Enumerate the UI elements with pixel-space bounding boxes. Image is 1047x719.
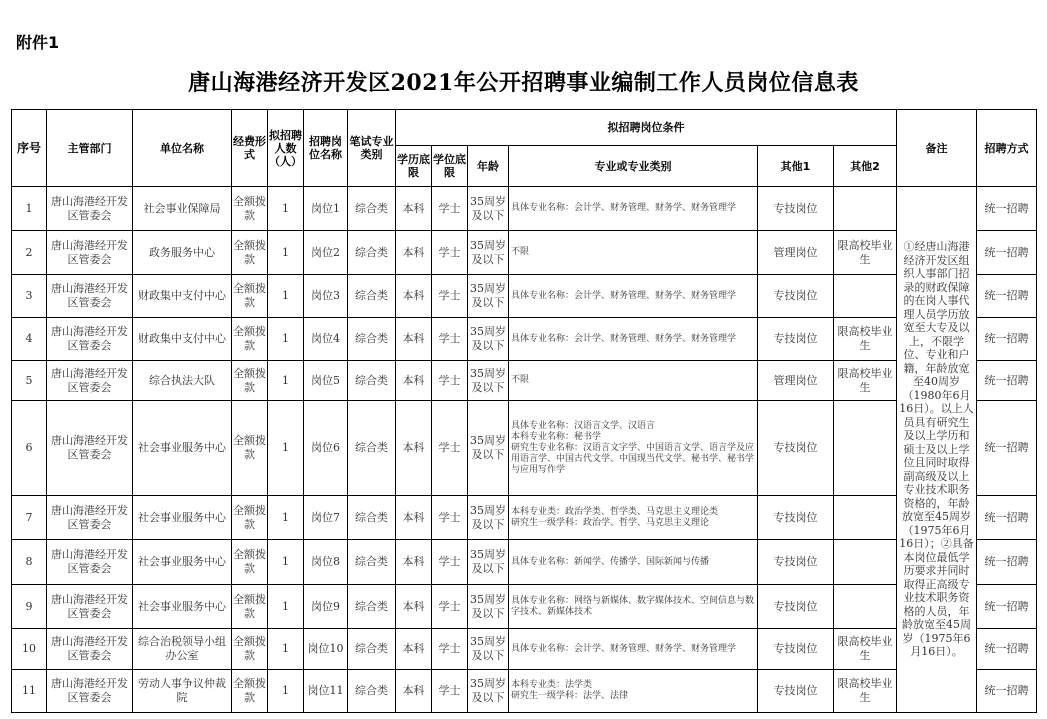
cell-count: 1 — [268, 401, 304, 496]
cell-unit: 劳动人事争议仲裁院 — [133, 670, 232, 713]
cell-post: 岗位1 — [304, 187, 348, 231]
cell-funding: 全额拨款 — [232, 496, 268, 540]
cell-unit: 综合治税领导小组办公室 — [133, 629, 232, 670]
major-line: 本科专业类：法学类 — [511, 680, 593, 690]
table-row — [12, 187, 1037, 231]
cell-exam: 综合类 — [348, 540, 396, 585]
cell-index: 6 — [12, 401, 47, 496]
cell-other1: 管理岗位 — [758, 361, 834, 401]
table-row — [12, 496, 1037, 540]
cell-other1: 专技岗位 — [758, 670, 834, 713]
table-row — [12, 361, 1037, 401]
cell-count: 1 — [268, 187, 304, 231]
cell-index: 9 — [12, 585, 47, 629]
cell-other2 — [834, 540, 897, 585]
cell-method: 统一招聘 — [977, 361, 1037, 401]
cell-edu: 本科 — [396, 361, 432, 401]
cell-funding: 全额拨款 — [232, 231, 268, 275]
header-count: 拟招聘人数（人） — [268, 110, 304, 187]
cell-dept: 唐山海港经开发区管委会 — [47, 401, 133, 496]
cell-major — [509, 187, 758, 231]
cell-index: 10 — [12, 629, 47, 670]
cell-method: 统一招聘 — [977, 670, 1037, 713]
cell-exam: 综合类 — [348, 187, 396, 231]
table-row — [12, 670, 1037, 713]
cell-post: 岗位6 — [304, 401, 348, 496]
cell-edu: 本科 — [396, 496, 432, 540]
cell-funding: 全额拨款 — [232, 361, 268, 401]
cell-dept: 唐山海港经开发区管委会 — [47, 670, 133, 713]
cell-exam: 综合类 — [348, 318, 396, 361]
cell-count: 1 — [268, 629, 304, 670]
cell-dept: 唐山海港经开发区管委会 — [47, 496, 133, 540]
cell-degree: 学士 — [432, 275, 468, 318]
header-index: 序号 — [12, 110, 47, 187]
cell-index: 5 — [12, 361, 47, 401]
cell-dept: 唐山海港经开发区管委会 — [47, 585, 133, 629]
cell-other2 — [834, 187, 897, 231]
table-row — [12, 231, 1037, 275]
cell-exam: 综合类 — [348, 401, 396, 496]
cell-index: 7 — [12, 496, 47, 540]
cell-other1: 专技岗位 — [758, 540, 834, 585]
major-line: 本科专业类：政治学类、哲学类、马克思主义理论类 — [511, 506, 719, 517]
cell-dept: 唐山海港经开发区管委会 — [47, 275, 133, 318]
cell-dept: 唐山海港经开发区管委会 — [47, 318, 133, 361]
cell-count: 1 — [268, 496, 304, 540]
cell-unit: 社会事业保障局 — [133, 187, 232, 231]
header-other2: 其他2 — [834, 146, 897, 187]
cell-edu: 本科 — [396, 187, 432, 231]
major-line: 具体专业名称：会计学、财务管理、财务学、财务管理学 — [511, 333, 737, 344]
cell-funding: 全额拨款 — [232, 670, 268, 713]
cell-unit: 综合执法大队 — [133, 361, 232, 401]
cell-method: 统一招聘 — [977, 540, 1037, 585]
cell-dept: 唐山海港经开发区管委会 — [47, 361, 133, 401]
major-line: 研究生专业名称：汉语言文字学、中国语言文学、语言学及应用语言学、中国古代文学、中国现当代文学、秘书学、秘书学与应用写作学 — [511, 442, 755, 475]
cell-post: 岗位4 — [304, 318, 348, 361]
cell-index: 2 — [12, 231, 47, 275]
cell-method: 统一招聘 — [977, 275, 1037, 318]
header-age: 年龄 — [468, 146, 509, 187]
cell-index: 1 — [12, 187, 47, 231]
cell-method: 统一招聘 — [977, 629, 1037, 670]
header-other1: 其他1 — [758, 146, 834, 187]
cell-exam: 综合类 — [348, 629, 396, 670]
cell-age: 35周岁及以下 — [468, 496, 509, 540]
cell-exam: 综合类 — [348, 496, 396, 540]
header-unit: 单位名称 — [133, 110, 232, 187]
major-line: 具体专业名称：汉语言文学、汉语言 — [511, 420, 656, 431]
header-remark: 备注 — [897, 110, 977, 187]
cell-unit: 财政集中支付中心 — [133, 275, 232, 318]
cell-age: 35周岁及以下 — [468, 187, 509, 231]
cell-funding: 全额拨款 — [232, 187, 268, 231]
cell-funding: 全额拨款 — [232, 585, 268, 629]
cell-other2: 限高校毕业生 — [834, 361, 897, 401]
cell-funding: 全额拨款 — [232, 401, 268, 496]
attachment-label: 附件1 — [16, 33, 60, 52]
cell-degree: 学士 — [432, 629, 468, 670]
cell-funding: 全额拨款 — [232, 629, 268, 670]
cell-other1: 管理岗位 — [758, 231, 834, 275]
cell-major — [509, 231, 758, 275]
cell-major — [509, 275, 758, 318]
table-row — [12, 275, 1037, 318]
cell-other1: 专技岗位 — [758, 629, 834, 670]
major-line: 具体专业名称：新闻学、传播学、国际新闻与传播 — [511, 556, 710, 567]
cell-major — [509, 670, 758, 713]
cell-count: 1 — [268, 540, 304, 585]
cell-other2 — [834, 401, 897, 496]
cell-degree: 学士 — [432, 670, 468, 713]
cell-exam: 综合类 — [348, 275, 396, 318]
cell-method: 统一招聘 — [977, 187, 1037, 231]
cell-exam: 综合类 — [348, 585, 396, 629]
major-line: 研究生一级学科：政治学、哲学、马克思主义理论 — [511, 517, 710, 528]
header-exam: 笔试专业类别 — [348, 110, 396, 187]
header-edu: 学历底限 — [396, 146, 432, 187]
major-line: 研究生一级学科：法学、法律 — [511, 691, 629, 701]
page-title: 唐山海港经济开发区2021年公开招聘事业编制工作人员岗位信息表 — [188, 70, 859, 96]
cell-count: 1 — [268, 585, 304, 629]
header-degree: 学位底限 — [432, 146, 468, 187]
cell-edu: 本科 — [396, 401, 432, 496]
cell-other2: 限高校毕业生 — [834, 670, 897, 713]
cell-method: 统一招聘 — [977, 401, 1037, 496]
cell-other2 — [834, 585, 897, 629]
header-method: 招聘方式 — [977, 110, 1037, 187]
cell-degree: 学士 — [432, 231, 468, 275]
cell-count: 1 — [268, 231, 304, 275]
cell-degree: 学士 — [432, 401, 468, 496]
cell-dept: 唐山海港经开发区管委会 — [47, 540, 133, 585]
cell-major — [509, 585, 758, 629]
cell-count: 1 — [268, 361, 304, 401]
cell-age: 35周岁及以下 — [468, 318, 509, 361]
cell-post: 岗位7 — [304, 496, 348, 540]
cell-edu: 本科 — [396, 540, 432, 585]
cell-other2: 限高校毕业生 — [834, 629, 897, 670]
cell-degree: 学士 — [432, 187, 468, 231]
cell-method: 统一招聘 — [977, 496, 1037, 540]
cell-dept: 唐山海港经开发区管委会 — [47, 187, 133, 231]
cell-count: 1 — [268, 318, 304, 361]
cell-funding: 全额拨款 — [232, 540, 268, 585]
cell-major — [509, 496, 758, 540]
cell-unit: 社会事业服务中心 — [133, 585, 232, 629]
cell-age: 35周岁及以下 — [468, 231, 509, 275]
cell-other1: 专技岗位 — [758, 318, 834, 361]
header-post: 招聘岗位名称 — [304, 110, 348, 187]
table-row — [12, 585, 1037, 629]
cell-major — [509, 540, 758, 585]
cell-age: 35周岁及以下 — [468, 361, 509, 401]
cell-degree: 学士 — [432, 318, 468, 361]
major-line: 具体专业名称：会计学、财务管理、财务学、财务管理学 — [511, 203, 737, 213]
cell-post: 岗位3 — [304, 275, 348, 318]
cell-age: 35周岁及以下 — [468, 540, 509, 585]
cell-degree: 学士 — [432, 496, 468, 540]
cell-unit: 社会事业服务中心 — [133, 401, 232, 496]
header-dept: 主管部门 — [47, 110, 133, 187]
cell-unit: 社会事业服务中心 — [133, 496, 232, 540]
cell-funding: 全额拨款 — [232, 318, 268, 361]
cell-degree: 学士 — [432, 361, 468, 401]
major-line: 具体专业名称：会计学、财务管理、财务学、财务管理学 — [511, 290, 737, 301]
position-table — [11, 109, 1037, 713]
cell-unit: 社会事业服务中心 — [133, 540, 232, 585]
major-line: 本科专业名称：秘书学 — [511, 431, 602, 442]
cell-other1: 专技岗位 — [758, 496, 834, 540]
table-row — [12, 318, 1037, 361]
cell-age: 35周岁及以下 — [468, 670, 509, 713]
cell-method: 统一招聘 — [977, 231, 1037, 275]
header-major: 专业或专业类别 — [509, 146, 758, 187]
cell-method: 统一招聘 — [977, 585, 1037, 629]
cell-post: 岗位5 — [304, 361, 348, 401]
cell-major — [509, 361, 758, 401]
cell-exam: 综合类 — [348, 670, 396, 713]
cell-unit: 政务服务中心 — [133, 231, 232, 275]
cell-method: 统一招聘 — [977, 318, 1037, 361]
cell-post: 岗位10 — [304, 629, 348, 670]
cell-age: 35周岁及以下 — [468, 629, 509, 670]
cell-dept: 唐山海港经开发区管委会 — [47, 629, 133, 670]
cell-edu: 本科 — [396, 275, 432, 318]
cell-post: 岗位2 — [304, 231, 348, 275]
cell-other1: 专技岗位 — [758, 585, 834, 629]
table-row — [12, 401, 1037, 496]
cell-other1: 专技岗位 — [758, 187, 834, 231]
cell-other2: 限高校毕业生 — [834, 318, 897, 361]
cell-unit: 财政集中支付中心 — [133, 318, 232, 361]
cell-count: 1 — [268, 670, 304, 713]
cell-index: 11 — [12, 670, 47, 713]
table-row — [12, 540, 1037, 585]
cell-edu: 本科 — [396, 670, 432, 713]
header-conditions: 拟招聘岗位条件 — [396, 110, 897, 146]
cell-major — [509, 318, 758, 361]
major-line: 不限 — [511, 375, 530, 385]
cell-edu: 本科 — [396, 629, 432, 670]
major-line: 具体专业名称：网络与新媒体、数字媒体技术、空间信息与数字技术、新媒体技术 — [511, 595, 755, 617]
remark-note: ①经唐山海港经济开发区组织人事部门招录的财政保障的在岗人事代理人员学历放宽至大专及以上，不限学位、专业和户籍，年龄放宽至40周岁（1980年6月16日）。以上人员具有研究生及以上学历和硕士及以上学位且同时取得副高级及以上专业技术职务资格的，年龄放宽至45周岁（1975年6月16日）；②具备本岗位最低学历要求并同时取得正高级专业技术职务资格的人员，年龄放宽至45周岁（1975年6月16日）。 — [897, 187, 977, 713]
cell-post: 岗位8 — [304, 540, 348, 585]
cell-exam: 综合类 — [348, 361, 396, 401]
cell-count: 1 — [268, 275, 304, 318]
header-funding: 经费形式 — [232, 110, 268, 187]
cell-index: 3 — [12, 275, 47, 318]
cell-edu: 本科 — [396, 231, 432, 275]
major-line: 不限 — [511, 247, 530, 257]
cell-degree: 学士 — [432, 540, 468, 585]
cell-age: 35周岁及以下 — [468, 401, 509, 496]
cell-major — [509, 401, 758, 496]
cell-major — [509, 629, 758, 670]
cell-index: 4 — [12, 318, 47, 361]
cell-post: 岗位9 — [304, 585, 348, 629]
cell-other1: 专技岗位 — [758, 401, 834, 496]
table-body — [12, 187, 1037, 713]
cell-other2 — [834, 496, 897, 540]
cell-dept: 唐山海港经开发区管委会 — [47, 231, 133, 275]
cell-age: 35周岁及以下 — [468, 275, 509, 318]
cell-other2 — [834, 275, 897, 318]
major-line: 具体专业名称：会计学、财务管理、财务学、财务管理学 — [511, 643, 737, 654]
cell-index: 8 — [12, 540, 47, 585]
cell-edu: 本科 — [396, 585, 432, 629]
cell-age: 35周岁及以下 — [468, 585, 509, 629]
cell-exam: 综合类 — [348, 231, 396, 275]
cell-post: 岗位11 — [304, 670, 348, 713]
table-row — [12, 629, 1037, 670]
cell-degree: 学士 — [432, 585, 468, 629]
cell-edu: 本科 — [396, 318, 432, 361]
cell-other2: 限高校毕业生 — [834, 231, 897, 275]
cell-other1: 专技岗位 — [758, 275, 834, 318]
cell-funding: 全额拨款 — [232, 275, 268, 318]
